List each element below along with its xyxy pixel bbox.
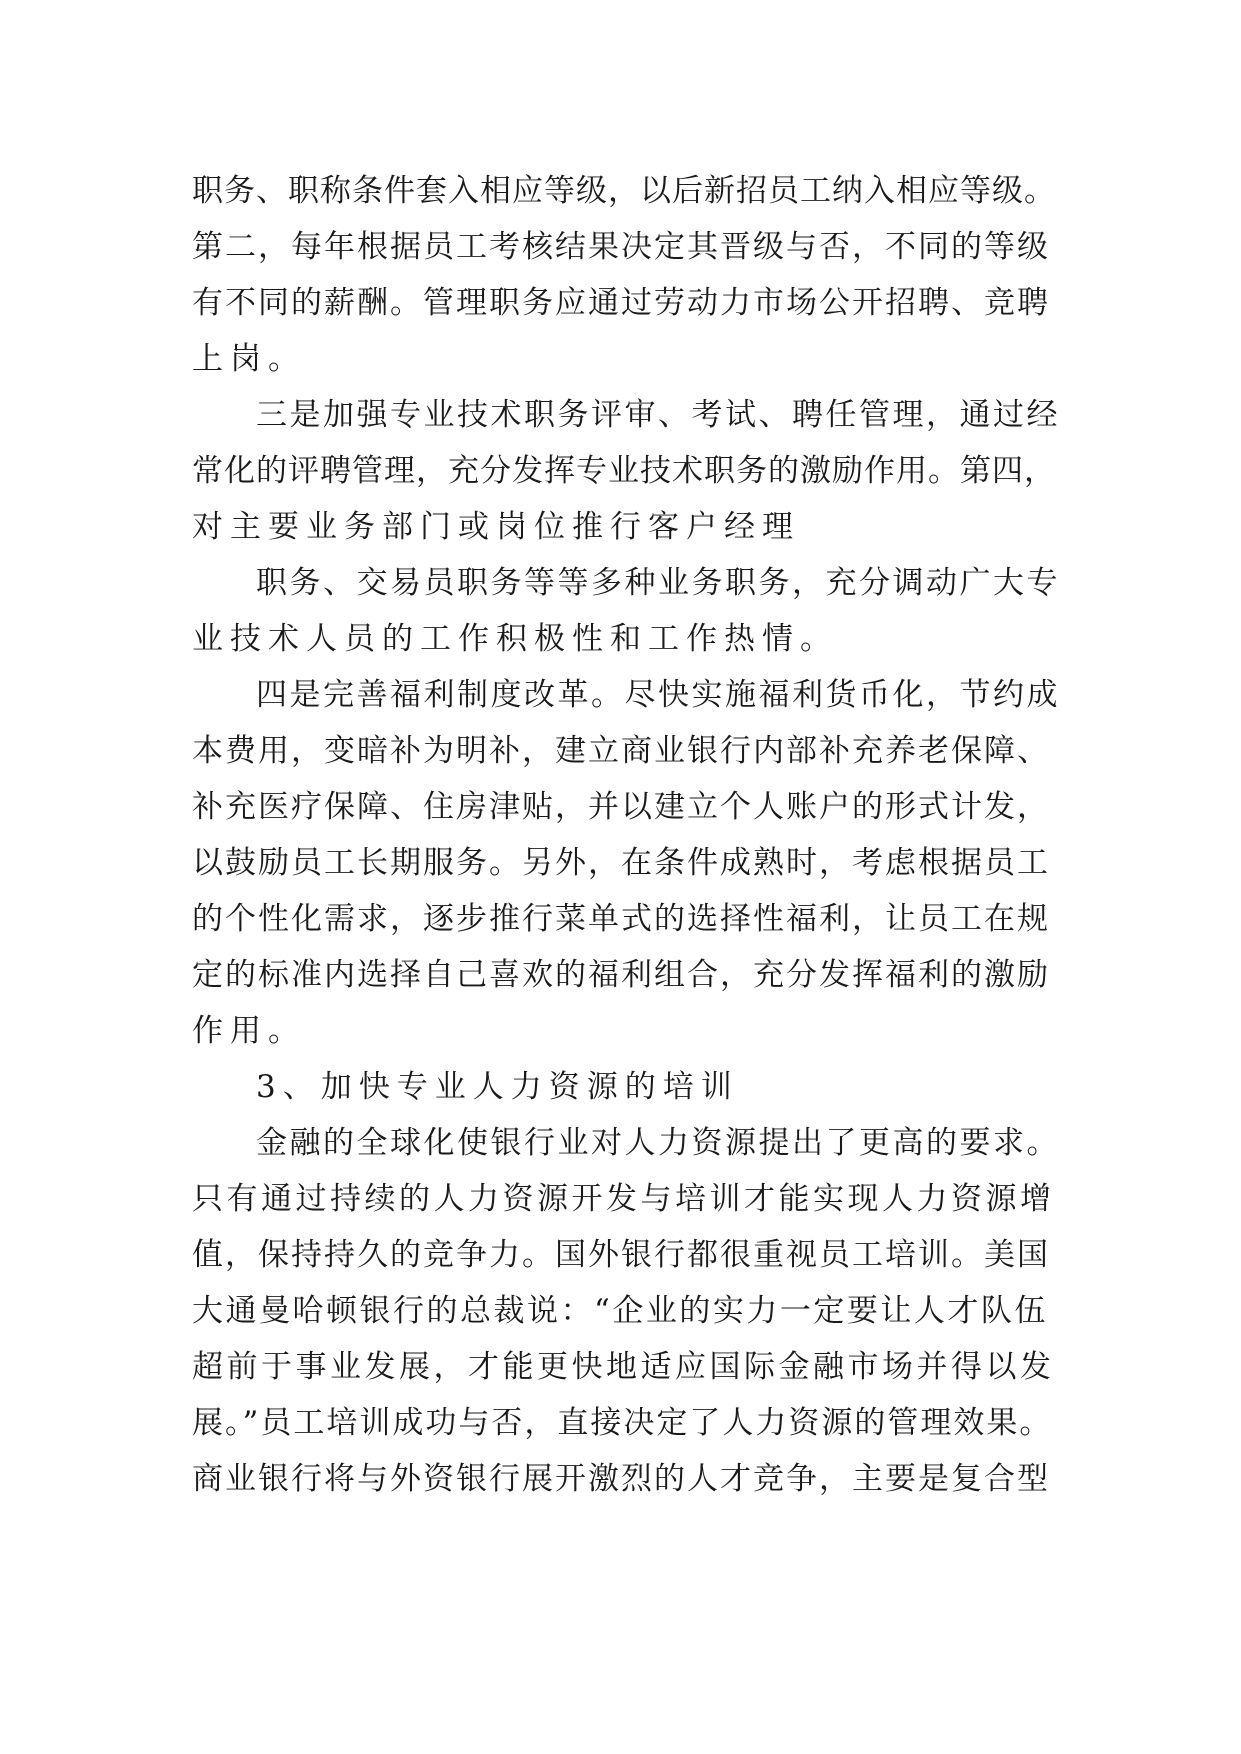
- body-text-line: 值，保持持久的竞争力。国外银行都很重视员工培训。美国: [192, 1237, 1050, 1273]
- body-text-line: 上岗。: [192, 341, 306, 377]
- body-text-line: 金融的全球化使银行业对人力资源提出了更高的要求。: [256, 1125, 1060, 1161]
- body-text-line: 定的标准内选择自己喜欢的福利组合，充分发挥福利的激励: [192, 957, 1050, 993]
- body-text-line: 以鼓励员工长期服务。另外，在条件成熟时，考虑根据员工: [192, 845, 1050, 881]
- body-text-line: 业技术人员的工作积极性和工作热情。: [192, 621, 838, 657]
- body-text-line: 三是加强专业技术职务评审、考试、聘任管理，通过经: [256, 397, 1060, 433]
- body-text-line: 超前于事业发展，才能更快地适应国际金融市场并得以发: [192, 1349, 1055, 1385]
- body-text-line: 商业银行将与外资银行展开激烈的人才竞争，主要是复合型: [192, 1461, 1050, 1497]
- body-text-line: 职务、职称条件套入相应等级，以后新招员工纳入相应等级。: [192, 173, 1056, 209]
- body-text-line: 常化的评聘管理，充分发挥专业技术职务的激励作用。第四，: [192, 453, 1056, 489]
- body-text-line: 作用。: [192, 1013, 306, 1049]
- body-text-line: 的个性化需求，逐步推行菜单式的选择性福利，让员工在规: [192, 901, 1050, 937]
- body-text-line: 有不同的薪酬。管理职务应通过劳动力市场公开招聘、竞聘: [192, 285, 1050, 321]
- body-text-line: 第二，每年根据员工考核结果决定其晋级与否，不同的等级: [192, 229, 1050, 265]
- section-heading: 3、加快专业人力资源的培训: [256, 1069, 739, 1105]
- body-text-line: 大通曼哈顿银行的总裁说：“企业的实力一定要让人才队伍: [192, 1293, 1048, 1329]
- body-text-line: 补充医疗保障、住房津贴，并以建立个人账户的形式计发，: [192, 789, 1050, 825]
- body-text-line: 本费用，变暗补为明补，建立商业银行内部补充养老保障、: [192, 733, 1050, 769]
- body-text-line: 对主要业务部门或岗位推行客户经理: [192, 509, 800, 545]
- body-text-line: 展。”员工培训成功与否，直接决定了人力资源的管理效果。: [192, 1405, 1053, 1441]
- body-text-line: 只有通过持续的人力资源开发与培训才能实现人力资源增: [192, 1181, 1055, 1217]
- body-text-line: 四是完善福利制度改革。尽快实施福利货币化，节约成: [256, 677, 1060, 713]
- body-text-line: 职务、交易员职务等等多种业务职务，充分调动广大专: [256, 565, 1060, 601]
